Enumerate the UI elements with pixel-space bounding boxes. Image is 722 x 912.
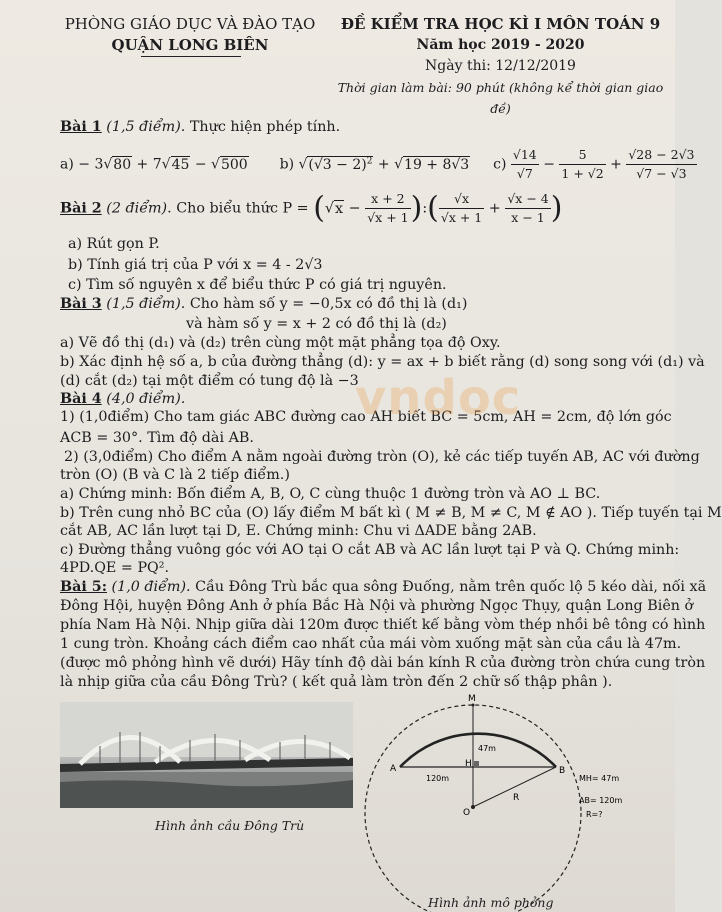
bai1-a-rad2: 45	[171, 156, 190, 173]
label-M: M	[468, 694, 476, 704]
bai3-b2: (d) cắt (d₂) tại một điểm có tung độ là −3	[60, 373, 359, 389]
bai4-a: a) Chứng minh: Bốn điểm A, B, O, C cùng thuộc 1 đường tròn và AO ⊥ BC.	[60, 486, 601, 502]
bai5-line2: Đông Hội, huyện Đông Anh ở phía Bắc Hà Nội và phường Ngọc Thụy, quận Long Biên ở	[60, 598, 694, 614]
bai1-c-frac2: $\frac{5}{1 + √2}$	[561, 147, 604, 181]
bai1-c-frac1: $\frac{√14}{√7}$	[512, 147, 537, 181]
bai4-part1b: ACB = 30°. Tìm độ dài AB.	[60, 430, 254, 446]
label-O: O	[463, 808, 471, 818]
department-name: PHÒNG GIÁO DỤC VÀ ĐÀO TẠO	[64, 15, 316, 33]
note-mh: MH= 47m	[579, 774, 620, 783]
bai4-part1: 1) (1,0điểm) Cho tam giác ABC đường cao AH biết BC = 5cm, AH = 2cm, độ lớn góc	[60, 409, 672, 425]
bai2-frac2: $\frac{√x}{√x + 1}$	[440, 191, 483, 225]
bai1-a-p1: − 3	[78, 156, 104, 173]
label-B: B	[559, 766, 566, 776]
label-H: H	[465, 759, 472, 769]
exam-title: ĐỀ KIỂM TRA HỌC KÌ I MÔN TOÁN 9	[340, 15, 661, 33]
bai5-heading	[60, 578, 707, 596]
bai1-b-rad2: 19 + 8√3	[404, 156, 470, 173]
exam-header	[328, 14, 673, 119]
bridge-photo	[60, 702, 353, 808]
bai1-b-square: 2	[366, 155, 373, 166]
bai1-c-frac3: $\frac{√28 - 2√3}{√7 - √3}$	[628, 147, 695, 181]
label-47m: 47m	[478, 744, 496, 753]
circle-diagram	[370, 694, 670, 905]
bai2-points: (2 điểm)	[106, 200, 168, 217]
label-A: A	[390, 764, 397, 774]
bai5-line6: là nhịp giữa của cầu Đông Trù? ( kết quả làm tròn đến 2 chữ số thập phân ).	[60, 674, 613, 690]
bai1-b-label: b)	[279, 156, 295, 173]
bai1-c-label: c)	[493, 156, 507, 173]
note-ab: AB= 120m	[579, 796, 623, 805]
bai5-line5: (được mô phỏng hình vẽ dưới) Hãy tính độ dài bán kính R của đường tròn chứa cung tròn	[60, 655, 706, 671]
bai4-b1: b) Trên cung nhỏ BC của (O) lấy điểm M bất kì ( M ≠ B, M ≠ C, M ∉ AO ). Tiếp tuyến tại M	[60, 505, 722, 521]
bai1-a-rad3: 500	[220, 156, 248, 173]
bai3-points: (1,5 điểm)	[106, 296, 181, 312]
bai1-a-rad1: 80	[113, 156, 132, 173]
diagram-caption: Hình ảnh mô phỏng	[428, 895, 554, 910]
bai4-part2: 2) (3,0điểm) Cho điểm A nằm ngoài đường tròn (O), kẻ các tiếp tuyến AB, AC với đường	[64, 449, 700, 465]
bai1-b-plus: +	[373, 156, 395, 173]
bai3-line2: và hàm số y = x + 2 có đồ thị là (d₂)	[186, 316, 447, 332]
bai2-label: Bài 2	[60, 200, 102, 217]
bai2-frac1: $\frac{x + 2}{√x + 1}$	[367, 191, 409, 225]
bai3-line1: . Cho hàm số y = −0,5x có đồ thị là (d₁)	[180, 296, 468, 312]
bai3-a: a) Vẽ đồ thị (d₁) và (d₂) trên cùng một mặt phẳng tọa độ Oxy.	[60, 335, 501, 351]
bai2-text: . Cho biểu thức P =	[167, 200, 314, 217]
exam-date: Ngày thi: 12/12/2019	[425, 58, 576, 74]
bai2-a: a) Rút gọn P.	[68, 236, 160, 252]
bai5-line4: 1 cung tròn. Khoảng cách điểm cao nhất của mái vòm xuống mặt sàn của cầu là 47m.	[60, 636, 682, 652]
bai3-b1: b) Xác định hệ số a, b của đường thẳng (d): y = ax + b biết rằng (d) song song với (d₁) và	[60, 354, 705, 370]
bai1-points: (1,5 điểm)	[106, 119, 181, 135]
department-header	[60, 14, 320, 56]
bai1-text: . Thực hiện phép tính.	[180, 119, 341, 135]
bai1-a-p2: + 7	[132, 156, 162, 173]
bai3-heading	[60, 295, 657, 313]
bai4-label: Bài 4	[60, 391, 102, 407]
bai2-frac3: $\frac{√x - 4}{x - 1}$	[507, 191, 549, 225]
bai4-points: (4,0 điểm).	[106, 391, 186, 407]
bai4-b2: cắt AB, AC lần lượt tại D, E. Chứng minh: Chu vi ΔADE bằng 2AB.	[60, 523, 537, 539]
label-R: R	[513, 793, 520, 803]
district-name: QUẬN LONG BIÊN	[111, 36, 269, 54]
bai1-label: Bài 1	[60, 119, 102, 135]
watermark-logo: vndoc	[355, 370, 522, 426]
photo-caption: Hình ảnh cầu Đông Trù	[155, 818, 305, 833]
bai1-a-label: a)	[60, 156, 74, 173]
bai5-line3: phía Nam Hà Nội. Nhịp giữa dài 120m được thiết kế bằng vòm thép nhồi bê tông có hình	[60, 617, 706, 633]
school-year: Năm học 2019 - 2020	[416, 37, 585, 53]
bai4-part2b: tròn (O) (B và C là 2 tiếp điểm.)	[60, 467, 290, 483]
bai4-c2: 4PD.QE = PQ².	[60, 560, 170, 576]
bai4-c1: c) Đường thẳng vuông góc với AO tại O cắt AB và AC lần lượt tại P và Q. Chứng minh:	[60, 542, 680, 558]
bai5-line1: . Cầu Đông Trù bắc qua sông Đuống, nằm trên quốc lộ 5 kéo dài, nối xã	[186, 579, 707, 595]
bai1-a-p3: −	[190, 156, 212, 173]
bai2-c: c) Tìm số nguyên x để biểu thức P có giá trị nguyên.	[68, 277, 447, 293]
bai3-label: Bài 3	[60, 296, 102, 312]
bai2-heading: Bài 2 (2 điểm). Cho biểu thức P = (√x − $\frac{x + 2}{√x + 1}$ ):( $\frac{√x}{√x + 1}$ + $\frac{√x - 4}{x - 1}$ )	[60, 190, 563, 226]
bridge-illustration	[60, 702, 353, 808]
note-r: R=?	[586, 810, 603, 819]
label-120m: 120m	[426, 774, 450, 783]
exam-duration: Thời gian làm bài: 90 phút (không kể thời gian giao đề)	[337, 80, 664, 116]
bai1-b-inner: √3 − 2	[313, 156, 362, 173]
bai5-label: Bài 5:	[60, 579, 107, 595]
header-underline	[141, 56, 241, 57]
bai1-heading	[60, 118, 657, 136]
bai1-expressions: a) − 3√80 + 7√45 − √500 b) $√(√3 - 2)^2 + √19 + 8√3$ c) $\frac{√14}{√7}$ − $\frac{5}{1 + √2}$ + $\frac{√28 - 2√3}{√7 - √3}$	[60, 147, 695, 181]
bai2-b: b) Tính giá trị của P với x = 4 - 2√3	[68, 257, 323, 273]
bai5-points: (1,0 điểm)	[111, 579, 187, 595]
